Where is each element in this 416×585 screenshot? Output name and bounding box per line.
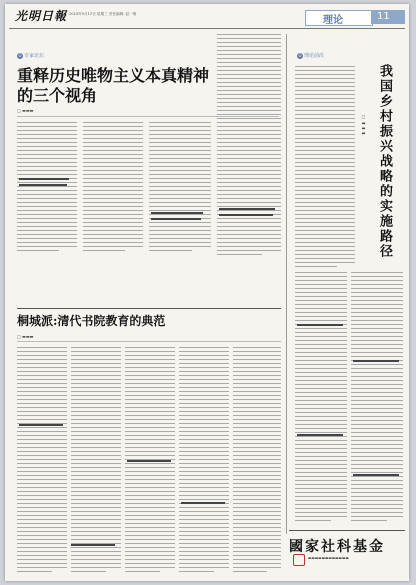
- subhead-bar: [71, 544, 115, 546]
- subhead-bar: [19, 424, 63, 426]
- subhead-bar: [219, 214, 273, 216]
- article-column-2: [71, 347, 121, 575]
- newspaper-page: [5, 4, 409, 581]
- dateline: 2019年5月17日 星期三 责任编辑: 赵一明: [69, 12, 137, 16]
- subhead-bar: [353, 360, 399, 362]
- right-column-2: [351, 272, 403, 524]
- article-column-3: [149, 122, 211, 254]
- masthead-rule: [9, 28, 405, 29]
- article-column-4: [179, 347, 229, 575]
- article-column-2: [83, 122, 143, 254]
- article-column-5: [233, 347, 281, 575]
- article-byline: □ ▬▬▬: [361, 114, 366, 136]
- subhead-bar: [297, 434, 343, 436]
- ad-rule: [289, 530, 405, 531]
- page-number: 11: [377, 11, 390, 22]
- subhead-bar: [151, 218, 201, 220]
- tag-g-icon: G: [298, 52, 302, 58]
- subhead-bar: [181, 502, 225, 504]
- subhead-bar: [219, 208, 275, 210]
- right-column-intro: [295, 66, 355, 270]
- byline-rule: [17, 341, 281, 342]
- article-column-1: [17, 347, 67, 575]
- subhead-bar: [353, 474, 399, 476]
- masthead: [5, 4, 409, 26]
- right-column-1: [295, 272, 347, 524]
- subhead-bar: [151, 212, 203, 214]
- article-headline: 我国乡村振兴战略的实施路径: [377, 64, 392, 259]
- tag-g-icon: G: [18, 52, 22, 58]
- newspaper-logo: 光明日報: [15, 9, 68, 23]
- subhead-bar: [19, 178, 69, 180]
- article-column-4: [217, 34, 281, 258]
- subhead-bar: [19, 184, 67, 186]
- article-headline: 重释历史唯物主义本真精神的三个视角: [17, 66, 210, 105]
- article-column-1: [17, 122, 77, 254]
- ad-subtitle-lines: ▬▬▬▬▬▬▬▬▬▬▬▬: [308, 556, 349, 560]
- article-tag: G 理论前沿: [298, 52, 325, 59]
- article-tag: G 专家论坛: [18, 52, 45, 59]
- article-byline: □ ▬▬▬: [17, 334, 34, 339]
- article-byline: □ ▬▬▬: [17, 108, 34, 113]
- subhead-bar: [297, 324, 343, 326]
- subhead-bar: [127, 460, 171, 462]
- article-separator: [17, 308, 281, 309]
- ad-seal-icon: [293, 554, 305, 566]
- section-name: 理论: [323, 15, 343, 26]
- article-headline: 桐城派:清代书院教育的典范: [17, 314, 166, 328]
- ad-title: 國家社科基金: [289, 539, 385, 555]
- column-divider: [286, 34, 287, 534]
